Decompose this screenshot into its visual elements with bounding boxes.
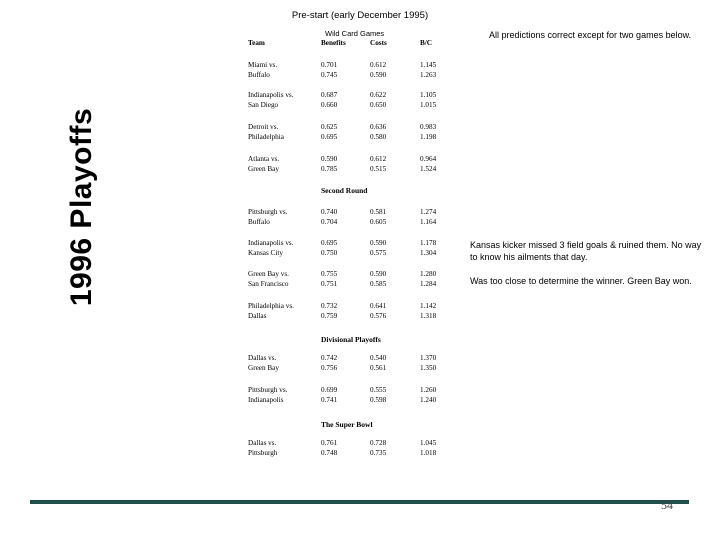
table-value-cell: 1.318 [420,312,437,320]
table-value-cell: 0.625 [321,123,338,131]
table-team-cell: Green Bay vs. [248,270,289,278]
table-value-cell: 0.742 [321,354,338,362]
table-team-cell: Philadelphia vs. [248,302,294,310]
table-value-cell: 1.198 [420,133,437,141]
table-value-cell: 1.304 [420,249,437,257]
table-value-cell: 0.785 [321,165,338,173]
table-value-cell: 0.576 [370,312,387,320]
table-value-cell: 0.605 [370,218,387,226]
table-team-cell: Indianapolis vs. [248,239,294,247]
table-value-cell: 0.590 [370,71,387,79]
table-value-cell: 0.732 [321,302,338,310]
table-value-cell: 0.575 [370,249,387,257]
table-team-cell: Indianapolis vs. [248,91,294,99]
section-super-bowl: The Super Bowl [321,420,373,429]
table-value-cell: 1.145 [420,61,437,69]
table-value-cell: 0.756 [321,364,338,372]
table-value-cell: 0.704 [321,218,338,226]
table-team-cell: Dallas vs. [248,354,277,362]
bottom-bar [30,500,689,504]
header-benefits: Benefits [321,39,346,47]
vertical-title: 1996 Playoffs [65,107,98,307]
table-team-cell: Buffalo [248,218,270,226]
wild-card-label: Wild Card Games [325,29,385,38]
table-value-cell: 0.660 [321,101,338,109]
table-value-cell: 0.687 [321,91,338,99]
table-value-cell: 1.524 [420,165,437,173]
table-team-cell: Green Bay [248,364,279,372]
table-value-cell: 1.045 [420,439,437,447]
table-team-cell: Kansas City [248,249,283,257]
table-value-cell: 1.260 [420,386,437,394]
table-value-cell: 0.748 [321,449,338,457]
table-value-cell: 1.105 [420,91,437,99]
slide-subtitle: Pre-start (early December 1995) [291,10,429,21]
table-team-cell: San Francisco [248,280,289,288]
table-value-cell: 0.699 [321,386,338,394]
note-green-bay: Was too close to determine the winner. Green Bay won. [470,276,692,286]
table-value-cell: 1.370 [420,354,437,362]
table-value-cell: 0.751 [321,280,338,288]
table-value-cell: 0.612 [370,155,387,163]
table-value-cell: 0.695 [321,133,338,141]
table-value-cell: 0.695 [321,239,338,247]
table-value-cell: 1.350 [420,364,437,372]
table-value-cell: 0.759 [321,312,338,320]
table-team-cell: Philadelphia [248,133,284,141]
table-value-cell: 1.015 [420,101,437,109]
table-value-cell: 0.585 [370,280,387,288]
table-team-cell: Dallas vs. [248,439,277,447]
table-value-cell: 0.581 [370,208,387,216]
section-second-round: Second Round [321,186,368,195]
table-team-cell: Dallas [248,312,267,320]
table-value-cell: 0.555 [370,386,387,394]
table-value-cell: 0.622 [370,91,387,99]
table-value-cell: 1.018 [420,449,437,457]
table-value-cell: 0.741 [321,396,338,404]
table-value-cell: 1.263 [420,71,437,79]
page-number: 54 [661,498,673,512]
table-value-cell: 1.142 [420,302,437,310]
table-team-cell: Indianapolis [248,396,284,404]
table-value-cell: 0.590 [321,155,338,163]
table-team-cell: Buffalo [248,71,270,79]
table-value-cell: 0.745 [321,71,338,79]
table-value-cell: 1.240 [420,396,437,404]
table-value-cell: 1.280 [420,270,437,278]
header-costs: Costs [370,39,387,47]
table-value-cell: 0.641 [370,302,387,310]
table-team-cell: Green Bay [248,165,279,173]
table-team-cell: Detroit vs. [248,123,279,131]
table-value-cell: 1.178 [420,239,437,247]
table-team-cell: Atlanta vs. [248,155,280,163]
table-value-cell: 0.590 [370,239,387,247]
table-value-cell: 0.540 [370,354,387,362]
table-team-cell: Pittsburgh [248,449,278,457]
table-value-cell: 0.755 [321,270,338,278]
table-value-cell: 0.515 [370,165,387,173]
table-value-cell: 0.612 [370,61,387,69]
note-summary: All predictions correct except for two games below. [489,30,692,40]
table-value-cell: 0.598 [370,396,387,404]
table-value-cell: 0.740 [321,208,338,216]
header-bc: B/C [420,39,432,47]
header-team: Team [248,39,265,47]
note-kansas: Kansas kicker missed 3 field goals & ruined them. No way to know his ailments that day. [470,240,702,262]
table-value-cell: 0.580 [370,133,387,141]
table-value-cell: 1.274 [420,208,437,216]
table-team-cell: San Diego [248,101,279,109]
table-value-cell: 0.590 [370,270,387,278]
table-value-cell: 0.983 [420,123,437,131]
table-value-cell: 0.701 [321,61,338,69]
table-value-cell: 1.164 [420,218,437,226]
table-value-cell: 0.650 [370,101,387,109]
table-value-cell: 0.735 [370,449,387,457]
table-value-cell: 0.728 [370,439,387,447]
table-team-cell: Pittsburgh vs. [248,386,288,394]
table-team-cell: Miami vs. [248,61,278,69]
table-value-cell: 0.761 [321,439,338,447]
table-value-cell: 1.284 [420,280,437,288]
table-value-cell: 0.750 [321,249,338,257]
table-value-cell: 0.561 [370,364,387,372]
section-divisional: Divisional Playoffs [321,335,381,344]
table-value-cell: 0.636 [370,123,387,131]
table-value-cell: 0.964 [420,155,437,163]
table-team-cell: Pittsburgh vs. [248,208,288,216]
